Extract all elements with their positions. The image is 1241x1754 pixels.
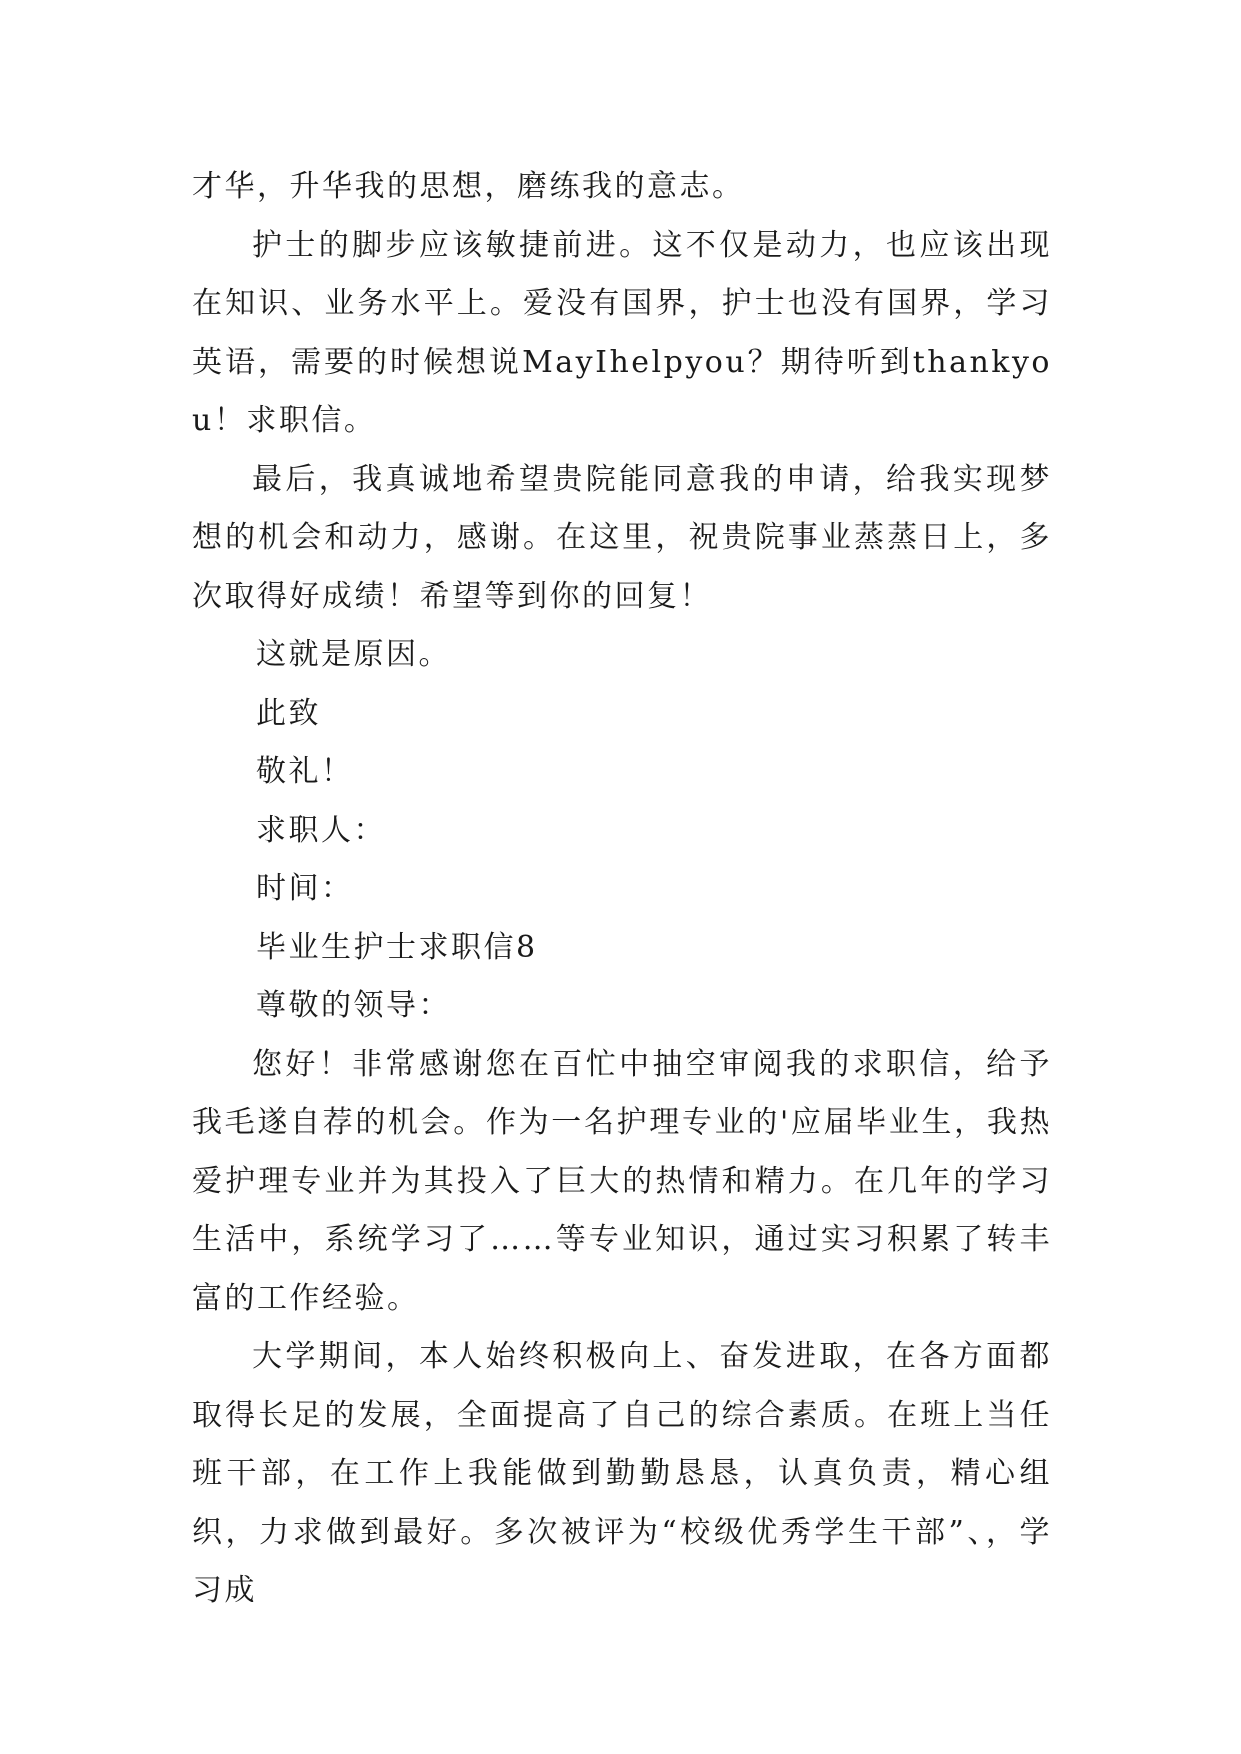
line-applicant: 求职人： (256, 812, 386, 848)
paragraph-closing-hope: 最后，我真诚地希望贵院能同意我的申请，给我实现梦想的机会和动力，感谢。在这里，祝贵院事业蒸蒸日上，多次取得好成绩！希望等到你的回复！ (192, 461, 1052, 614)
line-salutation-jingli: 敬礼！ (256, 754, 354, 789)
line-greeting: 尊敬的领导： (256, 988, 451, 1023)
paragraph-opening-fragment: 才华，升华我的思想，磨练我的意志。 (192, 169, 745, 204)
line-date: 时间： (256, 871, 354, 906)
paragraph-nurse-pace: 护士的脚步应该敏捷前进。这不仅是动力，也应该出现在知识、业务水平上。爱没有国界，护士也没有国界，学习英语，需要的时候想说MayIhelpyou？期待听到thankyou！求职信。 (192, 227, 1052, 438)
line-salutation-cizhi: 此致 (256, 695, 321, 731)
line-reason: 这就是原因。 (256, 637, 451, 672)
paragraph-university: 大学期间，本人始终积极向上、奋发进取，在各方面都取得长足的发展，全面提高了自己的综合素质。在班上当任班干部，在工作上我能做到勤勤恳恳，认真负责，精心组织，力求做到最好。多次被评为“校级优秀学生干部”、，学习成 (192, 1339, 1052, 1608)
section-heading: 毕业生护士求职信8 (256, 929, 538, 965)
paragraph-introduction: 您好！非常感谢您在百忙中抽空审阅我的求职信，给予我毛遂自荐的机会。作为一名护理专业的'应届毕业生，我热爱护理专业并为其投入了巨大的热情和精力。在几年的学习生活中，系统学习了……等专业知识，通过实习积累了转丰富的工作经验。 (192, 1046, 1052, 1316)
document-body (192, 158, 1052, 1621)
